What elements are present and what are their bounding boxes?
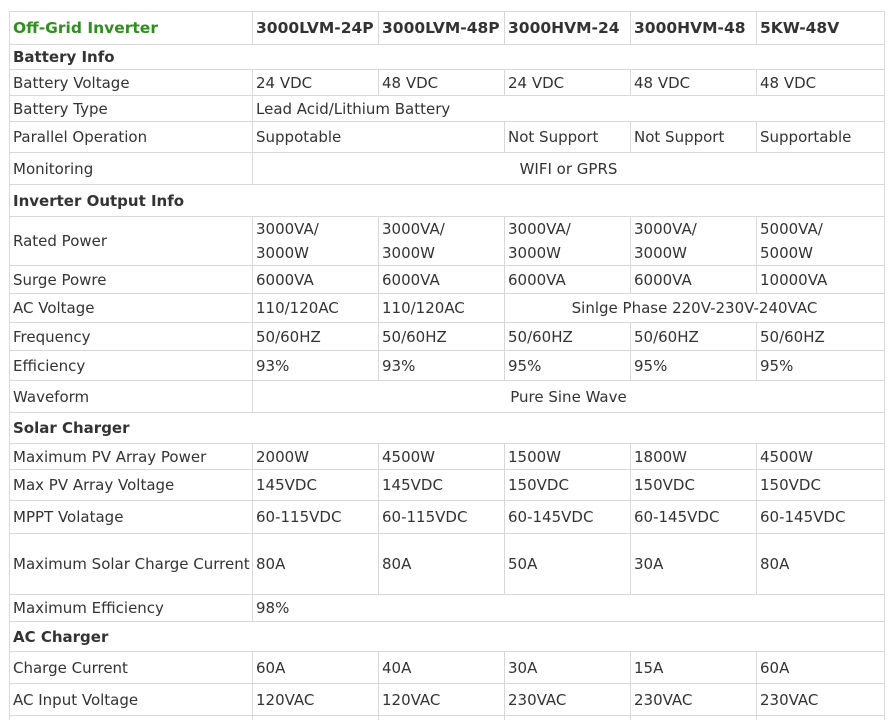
table-cell: 50/60HZ: [253, 323, 379, 351]
table-cell: 15A: [631, 652, 757, 684]
table-row: [10, 534, 885, 595]
table-cell: [757, 716, 885, 720]
table-cell: 95%: [505, 351, 631, 381]
cell-line: 5000W: [760, 244, 814, 262]
table-cell: 50A: [505, 534, 631, 595]
table-row: [10, 153, 885, 185]
table-cell: 6000VA: [505, 266, 631, 294]
table-cell: 120VAC: [379, 684, 505, 716]
table-cell: [757, 217, 885, 266]
table-cell: 60A: [757, 652, 885, 684]
header-row: [10, 12, 885, 45]
section-row: [10, 185, 885, 217]
table-cell: 50/60HZ: [631, 323, 757, 351]
table-row: [10, 96, 885, 122]
section-row: [10, 413, 885, 444]
table-cell: [631, 217, 757, 266]
table-cell: 230VAC: [757, 684, 885, 716]
row-label: Charge Current: [10, 652, 253, 684]
cell-line: 3000VA/: [508, 220, 571, 238]
table-cell: 24 VDC: [253, 70, 379, 96]
table-cell: 2000W: [253, 444, 379, 470]
table-cell: 6000VA: [631, 266, 757, 294]
row-label: Max PV Array Voltage: [10, 470, 253, 501]
table-row: [10, 501, 885, 534]
row-label: Frequency: [10, 323, 253, 351]
row-label: Waveform: [10, 381, 253, 413]
table-cell: 50/60HZ: [505, 323, 631, 351]
table-row: [10, 470, 885, 501]
table-cell: Not Support: [505, 122, 631, 153]
table-cell: WIFI or GPRS: [253, 153, 885, 185]
section-title: Battery Info: [10, 45, 885, 70]
section-row: [10, 45, 885, 70]
table-row: [10, 444, 885, 470]
table-row: [10, 122, 885, 153]
table-row: [10, 294, 885, 323]
cell-line: 3000W: [382, 244, 436, 262]
table-row: [10, 381, 885, 413]
table-cell: 60A: [253, 652, 379, 684]
table-cell: [505, 217, 631, 266]
table-cell: 80A: [253, 534, 379, 595]
table-cell: 230VAC: [505, 684, 631, 716]
cell-line: 3000VA/: [256, 220, 319, 238]
table-cell: Lead Acid/Lithium Battery: [253, 96, 885, 122]
cell-line: 5000VA/: [760, 220, 823, 238]
table-cell: 110/120AC: [253, 294, 379, 323]
table-cell: 150VDC: [757, 470, 885, 501]
table-cell: 230VAC: [631, 684, 757, 716]
table-row: [10, 351, 885, 381]
table-cell: 60-145VDC: [505, 501, 631, 534]
table-cell: 6000VA: [379, 266, 505, 294]
table-cell: 48 VDC: [631, 70, 757, 96]
row-label: Battery Type: [10, 96, 253, 122]
table-row: [10, 217, 885, 266]
table-cell: 60-145VDC: [631, 501, 757, 534]
table-cell: [631, 716, 757, 720]
table-cell: 50/60HZ: [757, 323, 885, 351]
table-cell: 4500W: [757, 444, 885, 470]
model-header: 3000HVM-48: [631, 12, 757, 45]
cell-line: 3000W: [256, 244, 310, 262]
section-title: Inverter Output Info: [10, 185, 885, 217]
table-cell: 95%: [631, 351, 757, 381]
table-cell: 110/120AC: [379, 294, 505, 323]
cell-line: 3000VA/: [634, 220, 697, 238]
table-cell: 93%: [379, 351, 505, 381]
table-cell: 10000VA: [757, 266, 885, 294]
table-cell: 120VAC: [253, 684, 379, 716]
table-cell: 24 VDC: [505, 70, 631, 96]
table-cell: 98%: [253, 595, 885, 622]
spec-table: [9, 11, 885, 720]
row-label: Battery Voltage: [10, 70, 253, 96]
model-header: 3000HVM-24: [505, 12, 631, 45]
row-label: Surge Powre: [10, 266, 253, 294]
row-label: Efficiency: [10, 351, 253, 381]
table-cell: Not Support: [631, 122, 757, 153]
table-row: [10, 595, 885, 622]
table-cell: 60-145VDC: [757, 501, 885, 534]
table-cell: 80A: [757, 534, 885, 595]
row-label: Maximum Solar Charge Current: [10, 534, 253, 595]
table-row: [10, 716, 885, 720]
table-cell: 60-115VDC: [253, 501, 379, 534]
model-header: 3000LVM-48P: [379, 12, 505, 45]
table-cell: 30A: [631, 534, 757, 595]
row-label: Monitoring: [10, 153, 253, 185]
table-cell: 1800W: [631, 444, 757, 470]
table-cell: [253, 716, 379, 720]
row-label: Maximum PV Array Power: [10, 444, 253, 470]
table-cell: 145VDC: [379, 470, 505, 501]
table-row: [10, 266, 885, 294]
table-cell: 150VDC: [505, 470, 631, 501]
table-cell: 40A: [379, 652, 505, 684]
table-cell: 93%: [253, 351, 379, 381]
model-header: 5KW-48V: [757, 12, 885, 45]
row-label: MPPT Volatage: [10, 501, 253, 534]
table-cell: 145VDC: [253, 470, 379, 501]
table-cell: Supportable: [757, 122, 885, 153]
table-cell: [10, 716, 253, 720]
row-label: AC Voltage: [10, 294, 253, 323]
cell-line: 3000VA/: [382, 220, 445, 238]
row-label: Rated Power: [10, 217, 253, 266]
table-cell: [379, 217, 505, 266]
row-label: Maximum Efficiency: [10, 595, 253, 622]
table-cell: [379, 716, 505, 720]
section-row: [10, 622, 885, 652]
table-cell: 6000VA: [253, 266, 379, 294]
cell-line: 3000W: [634, 244, 688, 262]
table-cell: 4500W: [379, 444, 505, 470]
table-title: Off-Grid Inverter: [10, 12, 253, 45]
section-title: Solar Charger: [10, 413, 885, 444]
table-cell: Suppotable: [253, 122, 505, 153]
table-cell: [253, 217, 379, 266]
table-row: [10, 684, 885, 716]
table-row: [10, 70, 885, 96]
table-cell: Pure Sine Wave: [253, 381, 885, 413]
table-cell: 95%: [757, 351, 885, 381]
table-cell: 30A: [505, 652, 631, 684]
table-cell: Sinlge Phase 220V-230V-240VAC: [505, 294, 885, 323]
row-label: AC Input Voltage: [10, 684, 253, 716]
row-label: Parallel Operation: [10, 122, 253, 153]
table-cell: 150VDC: [631, 470, 757, 501]
cell-line: 3000W: [508, 244, 562, 262]
model-header: 3000LVM-24P: [253, 12, 379, 45]
table-cell: 80A: [379, 534, 505, 595]
table-row: [10, 652, 885, 684]
table-cell: 50/60HZ: [379, 323, 505, 351]
table-cell: 60-115VDC: [379, 501, 505, 534]
table-cell: 1500W: [505, 444, 631, 470]
section-title: AC Charger: [10, 622, 885, 652]
table-cell: [505, 716, 631, 720]
table-cell: 48 VDC: [379, 70, 505, 96]
table-cell: 48 VDC: [757, 70, 885, 96]
table-row: [10, 323, 885, 351]
